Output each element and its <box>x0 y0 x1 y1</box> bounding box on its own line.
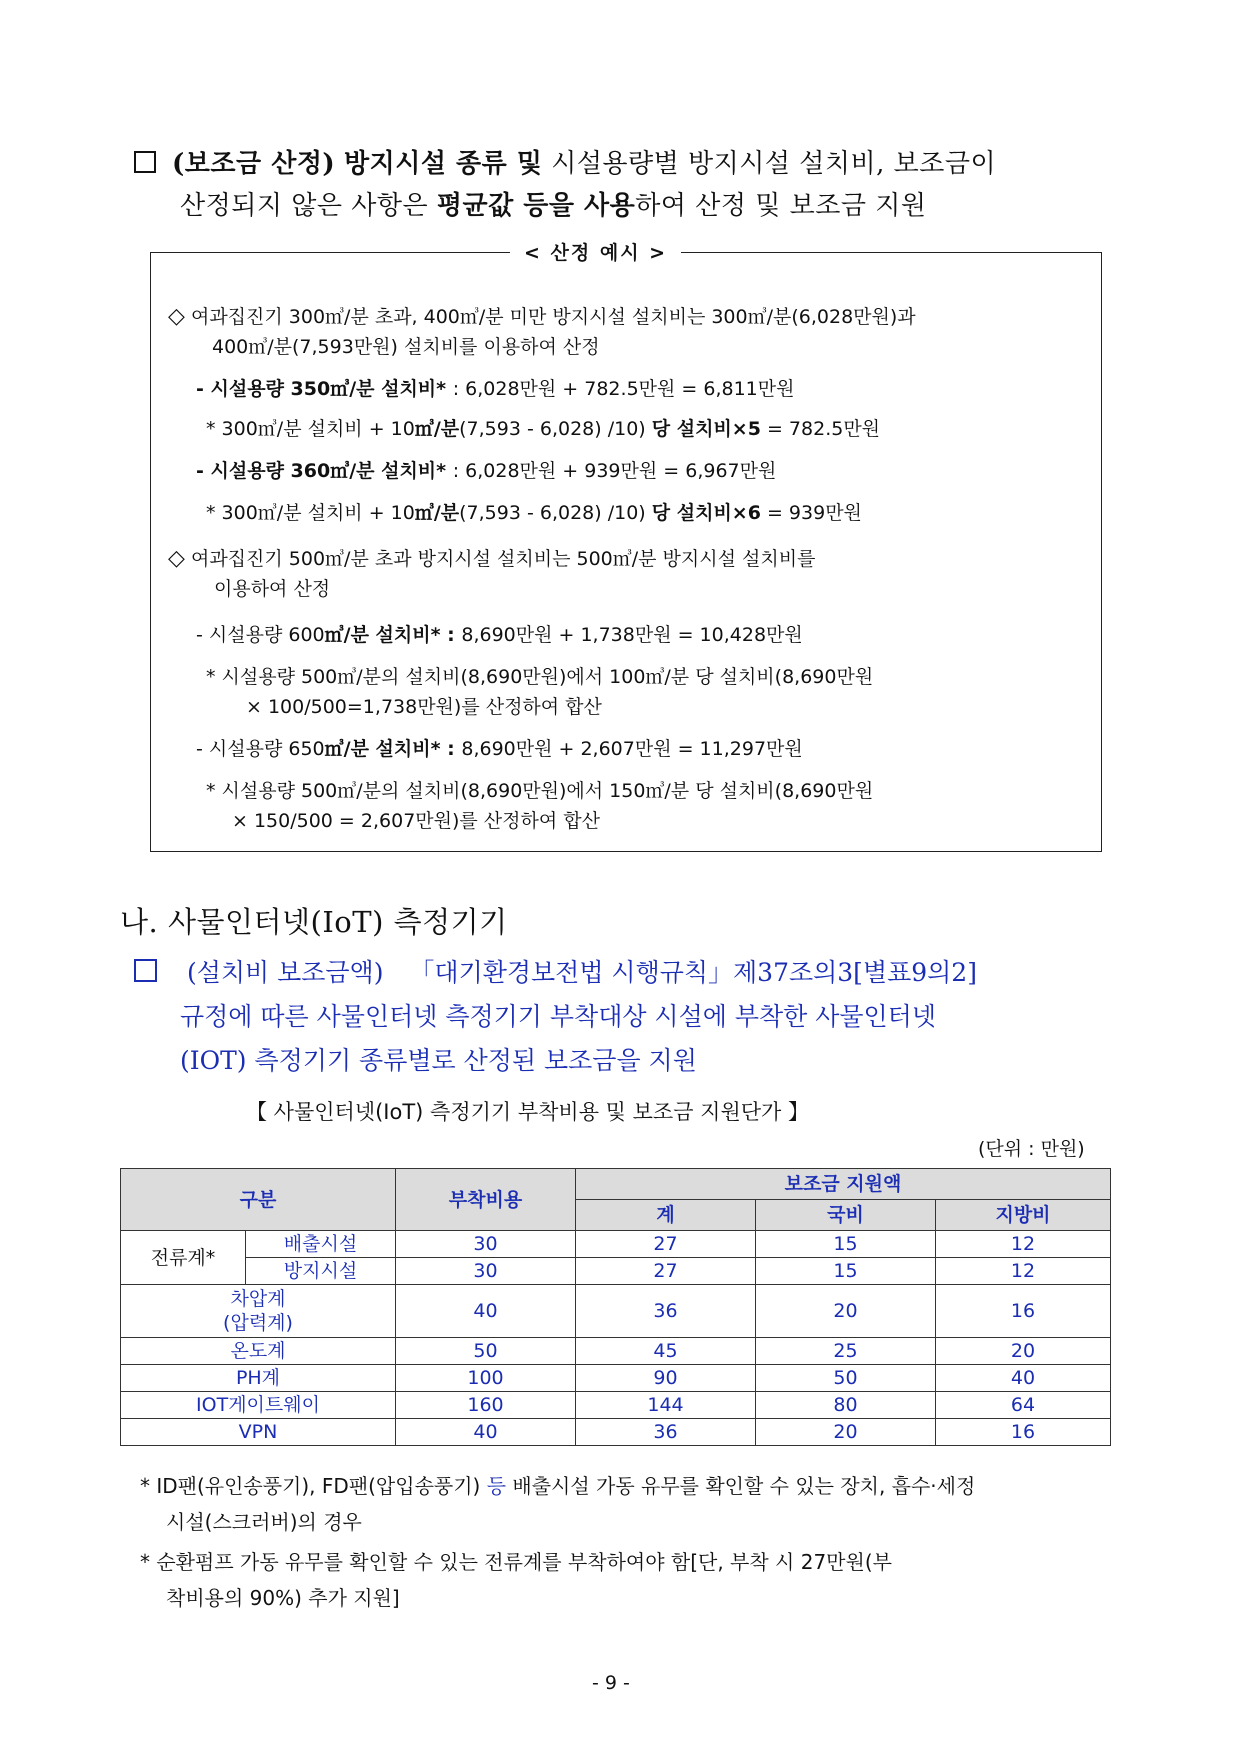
table-row <box>121 1231 1111 1258</box>
cell-name-line2: (압력계) <box>223 1312 293 1334</box>
header-national: 국비 <box>756 1200 936 1231</box>
diamond-icon: ◇ <box>168 546 185 571</box>
cell-national: 25 <box>756 1338 936 1365</box>
table-row <box>121 1258 1111 1285</box>
example-calc3 <box>196 620 803 650</box>
example-calc3-bold: ㎥/분 설치비* : <box>324 624 462 646</box>
section1-rest: 시설용량별 방지시설 설치비, 보조금이 <box>551 149 997 179</box>
example-note2-bold2: 당 설치비×6 <box>651 502 761 524</box>
checkbox-square-icon <box>134 151 156 173</box>
cell-ammeter: 전류계* <box>121 1231 246 1285</box>
cell-name: VPN <box>121 1419 396 1446</box>
cell-local: 12 <box>936 1258 1111 1285</box>
example-note1-a: * 300㎥/분 설치비 + 10 <box>206 418 415 440</box>
cell-name: IOT게이트웨이 <box>121 1392 396 1419</box>
example-calc2-rest: : 6,028만원 + 939만원 = 6,967만원 <box>452 460 777 482</box>
section2-line3: (IOT) 측정기기 종류별로 산정된 보조금을 지원 <box>180 1046 697 1075</box>
example-note1 <box>206 414 880 444</box>
cell-local: 64 <box>936 1392 1111 1419</box>
example-note4-line2: × 150/500 = 2,607만원)를 산정하여 합산 <box>232 810 600 832</box>
section2-heading: 나. 사물인터넷(IoT) 측정기기 <box>120 905 508 939</box>
example-calc1-rest: : 6,028만원 + 782.5만원 = 6,811만원 <box>452 378 795 400</box>
page-number: - 9 - <box>592 1672 630 1694</box>
table-title: 【 사물인터넷(IoT) 측정기기 부착비용 및 보조금 지원단가 】 <box>246 1100 809 1124</box>
example-calc3-rest: 8,690만원 + 1,738만원 = 10,428만원 <box>461 624 803 646</box>
section1-line2-text-b: 하여 산정 및 보조금 지원 <box>635 191 927 221</box>
section1-line1 <box>134 144 996 184</box>
cell-total: 144 <box>576 1392 756 1419</box>
footnote1-blue: 등 <box>486 1474 507 1498</box>
cell-local: 16 <box>936 1419 1111 1446</box>
cell-total: 45 <box>576 1338 756 1365</box>
example-item2-line2: 이용하여 산정 <box>214 578 331 600</box>
header-install-cost: 부착비용 <box>396 1169 576 1231</box>
cell-name <box>121 1285 396 1338</box>
section2-line1 <box>134 952 977 993</box>
cell-national: 20 <box>756 1285 936 1338</box>
cell-national: 15 <box>756 1231 936 1258</box>
table-row <box>121 1365 1111 1392</box>
cell-name: 방지시설 <box>246 1258 396 1285</box>
table-row <box>121 1392 1111 1419</box>
section2-tag: (설치비 보조금액) <box>186 958 384 987</box>
header-subsidy: 보조금 지원액 <box>576 1169 1111 1200</box>
example-item2-line1 <box>168 544 815 574</box>
cell-cost: 160 <box>396 1392 576 1419</box>
cell-local: 16 <box>936 1285 1111 1338</box>
example-calc2 <box>196 456 776 486</box>
example-note2-bold1: ㎥/분 <box>414 502 460 524</box>
example-item2-text: 여과집진기 500㎥/분 초과 방지시설 설치비는 500㎥/분 방지시설 설치비를 <box>190 548 816 570</box>
footnote1-text-b: 배출시설 가동 유무를 확인할 수 있는 장치, 흡수·세정 <box>506 1474 976 1498</box>
section2-line1-rest: 「대기환경보전법 시행규칙」제37조의3[별표9의2] <box>409 958 977 987</box>
checkbox-square-icon <box>134 959 157 982</box>
cell-local: 12 <box>936 1231 1111 1258</box>
cell-national: 20 <box>756 1419 936 1446</box>
cell-cost: 50 <box>396 1338 576 1365</box>
cell-national: 80 <box>756 1392 936 1419</box>
cell-total: 36 <box>576 1419 756 1446</box>
cell-total: 36 <box>576 1285 756 1338</box>
example-calc4-bold: ㎥/분 설치비* : <box>324 738 462 760</box>
cell-cost: 30 <box>396 1258 576 1285</box>
section1-line2-bold: 평균값 등을 사용 <box>436 191 636 221</box>
cell-name-line1: 차압계 <box>230 1288 286 1310</box>
cell-total: 27 <box>576 1231 756 1258</box>
footnote1-line2: 시설(스크러버)의 경우 <box>166 1510 362 1534</box>
cell-name: PH계 <box>121 1365 396 1392</box>
example-note1-c: = 782.5만원 <box>760 418 881 440</box>
example-item1-text: 여과집진기 300㎥/분 초과, 400㎥/분 미만 방지시설 설치비는 300㎥/분(6,028만원)과 <box>190 306 916 328</box>
example-calc4-rest: 8,690만원 + 2,607만원 = 11,297만원 <box>461 738 803 760</box>
cell-name: 배출시설 <box>246 1231 396 1258</box>
section1-line2 <box>180 186 927 226</box>
cell-national: 15 <box>756 1258 936 1285</box>
example-calc1-bold: - 시설용량 350㎥/분 설치비* <box>196 378 453 400</box>
example-item1-line1 <box>168 302 916 332</box>
section1-tag: (보조금 산정) <box>172 149 336 179</box>
table-row <box>121 1285 1111 1338</box>
example-calc4 <box>196 734 803 764</box>
cell-cost: 30 <box>396 1231 576 1258</box>
example-note3-line1: * 시설용량 500㎥/분의 설치비(8,690만원)에서 100㎥/분 당 설치비(8,690만원 <box>206 666 874 688</box>
section1-bold: 방지시설 종류 및 <box>344 149 543 179</box>
example-note2-a: * 300㎥/분 설치비 + 10 <box>206 502 415 524</box>
cell-local: 40 <box>936 1365 1111 1392</box>
table-row <box>121 1419 1111 1446</box>
cell-cost: 40 <box>396 1419 576 1446</box>
table-header-row <box>121 1169 1111 1200</box>
header-category: 구분 <box>121 1169 396 1231</box>
example-calc3-a: - 시설용량 600 <box>196 624 325 646</box>
example-note1-bold2: 당 설치비×5 <box>651 418 761 440</box>
example-box-title: < 산정 예시 > <box>510 238 681 265</box>
example-note2-c: = 939만원 <box>760 502 862 524</box>
cell-name: 온도계 <box>121 1338 396 1365</box>
table-row <box>121 1338 1111 1365</box>
cell-cost: 40 <box>396 1285 576 1338</box>
header-total: 계 <box>576 1200 756 1231</box>
footnote2-line1: * 순환펌프 가동 유무를 확인할 수 있는 전류계를 부착하여야 함[단, 부착 시 27만원(부 <box>140 1550 892 1574</box>
example-note2 <box>206 498 862 528</box>
header-local: 지방비 <box>936 1200 1111 1231</box>
cell-total: 27 <box>576 1258 756 1285</box>
example-note1-bold1: ㎥/분 <box>414 418 460 440</box>
cell-total: 90 <box>576 1365 756 1392</box>
table-unit: (단위 : 만원) <box>978 1138 1085 1160</box>
footnote1-line1 <box>140 1468 975 1504</box>
section1-line2-text-a: 산정되지 않은 사항은 <box>180 191 429 221</box>
diamond-icon: ◇ <box>168 304 185 329</box>
example-note2-b: (7,593 - 6,028) /10) <box>459 502 652 524</box>
example-note1-b: (7,593 - 6,028) /10) <box>459 418 652 440</box>
example-calc1 <box>196 374 794 404</box>
example-note3-line2: × 100/500=1,738만원)를 산정하여 합산 <box>246 696 602 718</box>
cell-local: 20 <box>936 1338 1111 1365</box>
example-item1-line2: 400㎥/분(7,593만원) 설치비를 이용하여 산정 <box>212 336 600 358</box>
cell-national: 50 <box>756 1365 936 1392</box>
example-calc2-bold: - 시설용량 360㎥/분 설치비* <box>196 460 453 482</box>
example-calc4-a: - 시설용량 650 <box>196 738 325 760</box>
cell-cost: 100 <box>396 1365 576 1392</box>
iot-subsidy-table <box>120 1168 1111 1446</box>
section2-line2: 규정에 따른 사물인터넷 측정기기 부착대상 시설에 부착한 사물인터넷 <box>180 1002 936 1031</box>
footnote2-line2: 착비용의 90%) 추가 지원] <box>166 1586 400 1610</box>
footnote1-text-a: * ID팬(유인송풍기), FD팬(압입송풍기) <box>140 1474 487 1498</box>
example-note4-line1: * 시설용량 500㎥/분의 설치비(8,690만원)에서 150㎥/분 당 설치비(8,690만원 <box>206 780 874 802</box>
